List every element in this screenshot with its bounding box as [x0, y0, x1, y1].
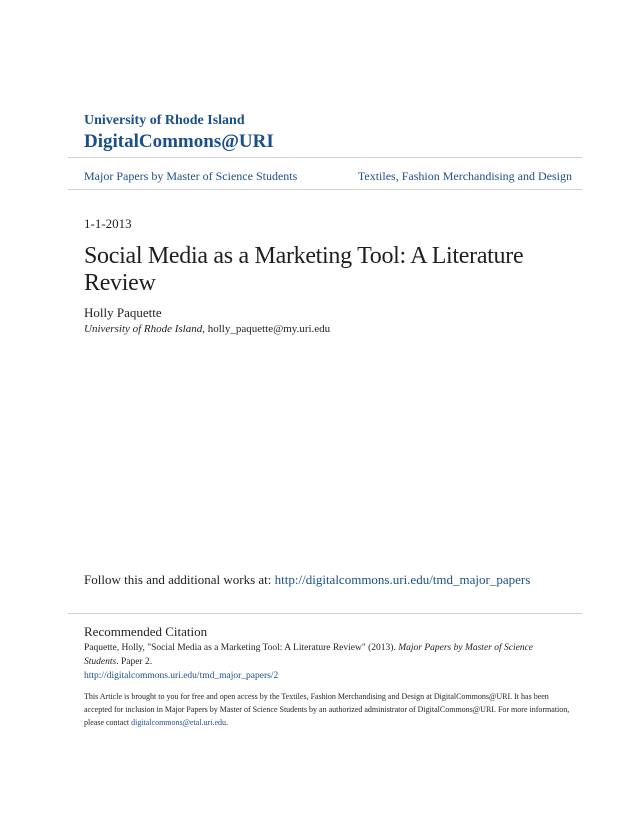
access-notice	[84, 690, 574, 729]
notice-end: .	[226, 718, 228, 727]
notice-text: This Article is brought to you for free and open access by the Textiles, Fashion Merchandising and Design at DigitalCommons@URI. It has been accepted for inclusion in Major Papers by Master of Science Students by an authorized administrator of DigitalCommons@URI. For more information, please contact	[84, 692, 570, 727]
author-name: Holly Paquette	[84, 305, 162, 320]
citation-url-link[interactable]: http://digitalcommons.uri.edu/tmd_major_papers/2	[84, 671, 279, 681]
author-email: , holly_paquette@my.uri.edu	[202, 323, 331, 335]
citation-text	[84, 641, 564, 683]
collection-link[interactable]: Major Papers by Master of Science Students	[84, 169, 298, 183]
collections-divider	[68, 189, 582, 190]
citation-body: Paquette, Holly, "Social Media as a Marketing Tool: A Literature Review" (2013).	[84, 643, 399, 653]
department-link[interactable]: Textiles, Fashion Merchandising and Design	[357, 169, 572, 183]
institution-name: University of Rhode Island	[84, 113, 245, 128]
follow-line	[84, 572, 530, 588]
citation-series: Major Papers by Master of Science Students	[84, 643, 534, 667]
paper-title: Social Media as a Marketing Tool: A Literature Review	[84, 243, 524, 296]
author-affiliation	[84, 323, 330, 335]
header-divider	[68, 157, 582, 158]
citation-heading: Recommended Citation	[84, 624, 208, 639]
follow-prefix: Follow this and additional works at:	[84, 572, 275, 587]
collection-url-link[interactable]: http://digitalcommons.uri.edu/tmd_major_papers	[274, 572, 531, 587]
repository-name[interactable]: DigitalCommons@URI	[84, 131, 274, 152]
contact-email-link[interactable]: digitalcommons@etal.uri.edu	[131, 718, 226, 727]
affiliation-institution: University of Rhode Island	[84, 323, 203, 335]
citation-paper-number: . Paper 2.	[116, 657, 153, 667]
citation-divider	[68, 613, 582, 614]
publication-date: 1-1-2013	[84, 216, 132, 231]
